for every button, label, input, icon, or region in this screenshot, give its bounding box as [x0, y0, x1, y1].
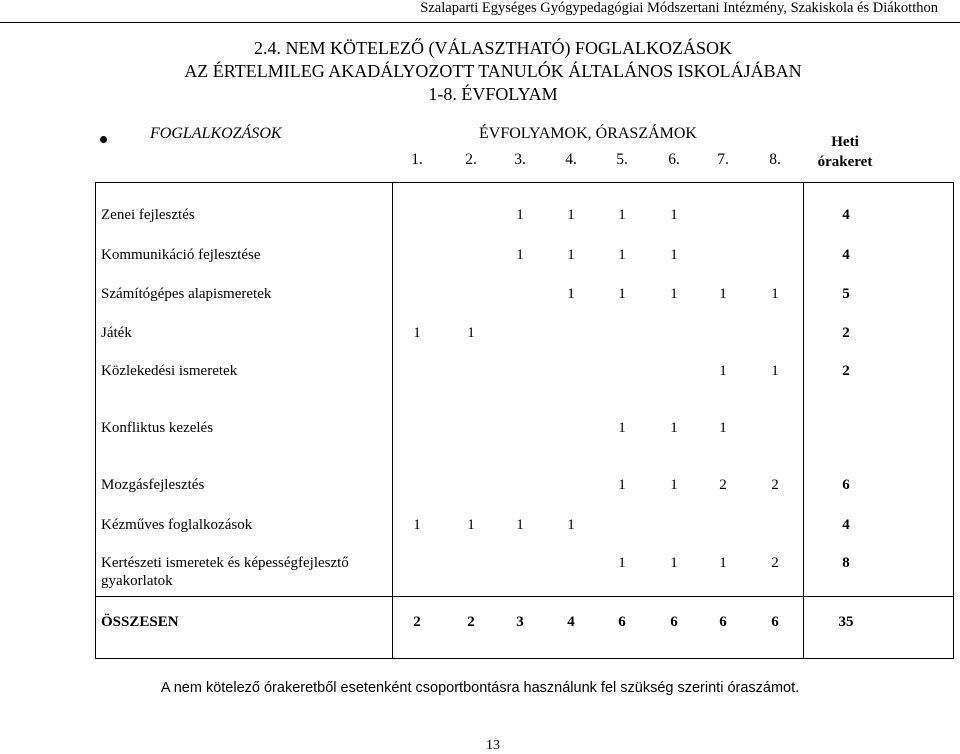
bullet-icon	[100, 136, 107, 143]
year-header-5: 5.	[616, 151, 628, 168]
hours-cell: 1	[516, 247, 524, 263]
hours-cell: 1	[719, 286, 727, 302]
hours-cell: 1	[467, 325, 475, 341]
hours-cell: 1	[618, 247, 626, 263]
footnote: A nem kötelező órakeretből esetenként csoportbontásra használunk fel szükség szerinti óraszámot.	[160, 680, 800, 696]
hours-cell: 1	[670, 207, 678, 223]
year-header-8: 8.	[769, 151, 781, 168]
year-header-7: 7.	[717, 151, 729, 168]
row-label: Kézműves foglalkozások	[101, 517, 253, 533]
row-total: 6	[842, 477, 850, 493]
hours-cell: 1	[618, 555, 626, 571]
hours-cell: 1	[771, 286, 779, 302]
document-title-line-1: 2.4. NEM KÖTELEZŐ (VÁLASZTHATÓ) FOGLALKOZÁSOK	[254, 38, 732, 58]
row-total: 2	[842, 363, 850, 379]
running-header: Szalaparti Egységes Gyógypedagógiai Módszertani Intézmény, Szakiskola és Diákotthon	[420, 0, 938, 16]
years-column	[393, 183, 804, 597]
hours-cell: 1	[618, 477, 626, 493]
hours-cell: 2	[771, 555, 779, 571]
weekly-hours-header-line-2: órakeret	[817, 154, 873, 170]
row-total: 8	[842, 555, 850, 571]
document-title-line-2: AZ ÉRTELMILEG AKADÁLYOZOTT TANULÓK ÁLTALÁNOS ISKOLÁJÁBAN	[184, 61, 802, 81]
hours-cell: 1	[670, 420, 678, 436]
hours-cell: 1	[467, 517, 475, 533]
hours-cell: 1	[567, 207, 575, 223]
year-header-6: 6.	[668, 151, 680, 168]
sum-cell: 4	[567, 614, 575, 630]
hours-cell: 1	[670, 247, 678, 263]
hours-cell: 2	[719, 477, 727, 493]
year-header-4: 4.	[565, 151, 577, 168]
hours-cell: 1	[670, 286, 678, 302]
weekly-hours-header-line-1: Heti	[831, 134, 859, 150]
hours-cell: 1	[567, 517, 575, 533]
sum-cell: 2	[467, 614, 475, 630]
hours-cell: 1	[413, 517, 421, 533]
row-total: 5	[842, 286, 850, 302]
row-total: 4	[842, 207, 850, 223]
row-label: Játék	[101, 325, 132, 341]
row-label-line-2: gyakorlatok	[101, 573, 173, 589]
sum-cell: 6	[618, 614, 626, 630]
document-title-line-3: 1-8. ÉVFOLYAM	[428, 84, 558, 104]
sum-row-label: ÖSSZESEN	[101, 614, 179, 630]
hours-cell: 1	[771, 363, 779, 379]
row-total: 4	[842, 247, 850, 263]
row-label: Konfliktus kezelés	[101, 420, 214, 436]
row-label: Közlekedési ismeretek	[101, 363, 238, 379]
years-hours-header: ÉVFOLYAMOK, ÓRASZÁMOK	[479, 125, 697, 142]
row-label: Zenei fejlesztés	[101, 207, 195, 223]
hours-cell: 1	[618, 207, 626, 223]
hours-cell: 1	[567, 286, 575, 302]
hours-cell: 1	[719, 555, 727, 571]
hours-cell: 1	[618, 420, 626, 436]
hours-cell: 1	[719, 420, 727, 436]
hours-cell: 1	[516, 517, 524, 533]
activities-header: FOGLALKOZÁSOK	[150, 125, 282, 142]
hours-cell: 1	[670, 555, 678, 571]
sum-cell: 3	[516, 614, 524, 630]
year-header-1: 1.	[411, 151, 423, 168]
page-number: 13	[486, 738, 500, 753]
row-total: 2	[842, 325, 850, 341]
sum-total: 35	[838, 614, 854, 630]
row-label: Mozgásfejlesztés	[101, 477, 205, 493]
hours-cell: 1	[413, 325, 421, 341]
year-header-3: 3.	[514, 151, 526, 168]
sum-years-cell	[393, 597, 804, 659]
hours-cell: 1	[516, 207, 524, 223]
sum-cell: 6	[771, 614, 779, 630]
hours-cell: 1	[618, 286, 626, 302]
hours-cell: 1	[719, 363, 727, 379]
year-header-2: 2.	[465, 151, 477, 168]
hours-cell: 1	[567, 247, 575, 263]
row-label: Számítógépes alapismeretek	[101, 286, 272, 302]
row-label: Kommunikáció fejlesztése	[101, 247, 261, 263]
header-rule	[0, 22, 960, 23]
row-total: 4	[842, 517, 850, 533]
sum-total-cell	[804, 597, 954, 659]
weekly-total-column	[804, 183, 954, 597]
sum-cell: 6	[719, 614, 727, 630]
hours-cell: 2	[771, 477, 779, 493]
sum-cell: 2	[413, 614, 421, 630]
row-label-line-1: Kertészeti ismeretek és képességfejlesztő	[101, 555, 349, 571]
hours-cell: 1	[670, 477, 678, 493]
sum-cell: 6	[670, 614, 678, 630]
